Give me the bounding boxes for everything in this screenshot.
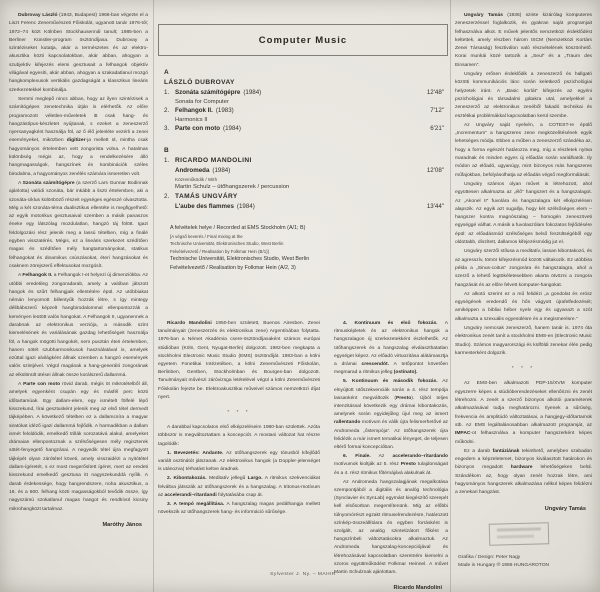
- made-in-credit: Made in Hungary ℗ 1986 HUNGAROTON: [458, 562, 550, 568]
- paragraph: Ungváry erősen érdeklődik a zeneszerző és hallgató közötti kommunikációs lánc során keletkező pszichológiai helyzetek iránt. A „Basic korlát” kifejezés az egyéni pszichológiai és társadalmi gátakra utal, amelyekkel a zeneszerző az elektronikus zenéből fakadó technikai és esztétikai problémákkal kapcsolatban kerül szembe.: [455, 72, 592, 119]
- recording-line: A felvételek helye / Recorded at EMS Stockholm (A/1; B): [170, 225, 306, 232]
- stamp-smudge: [497, 527, 541, 531]
- track-title: Parte con moto: [175, 125, 221, 133]
- bottom-notes: [158, 320, 448, 592]
- right-liner-notes: [455, 12, 592, 569]
- side-a-label: A: [164, 69, 169, 76]
- paragraph: Az Andromeda hangszalagjának megalkotása szempontjából a digitális és analóg technológia (Synclavier és SynLab) egymást kiegészítő szerepét kell elsősorban megemlítenünk. Míg az előbbi túlnyomórészt egzakt ritmuselrendezésre, határozott színkép-összeállításra és egyben forrásként is szolgált, az analóg szintetizátort főként a hangszínbeli változtatásokra alkalmaztuk. Az Andromeda hangszalag-koncepciójával és létrehozásával kapcsolatban szeretném kiemelni a szoros együttműködést Folkmar Heinnel. A művet Martin Schulznak ajánlottam.: [334, 479, 448, 576]
- recording-line: Felvételvezető / Realisation by Folkmar Hein (A/2, 3): [170, 264, 296, 271]
- track-indent: [164, 166, 175, 176]
- recording-line: Technische Universität, Elektronisches Studio, West Berlin: [170, 255, 310, 262]
- left-liner-notes: [9, 12, 148, 529]
- paragraph: 5. Kontinuum és második fokozás. Az elnyújtott ütőszekvenciák során a 4. rész tempója lassanként megváltozik (Presto). Újból teljes intenzitással következik egy drámai kibontakozás, amelynek során egyidejűleg újul meg az ismert rallentando motívum és válik újra felismerhetővé az Andromeda „őstempója”. Az ütőhangszerek újra felidézik a már ismert tematikai lényeget, de teljesen eltérő formai koncepcióban.: [334, 379, 448, 451]
- track-year: (1984): [243, 89, 262, 96]
- panel-divider-right: [450, 0, 451, 592]
- track-row: [164, 106, 444, 116]
- track-title: L'aube des flammes: [175, 202, 234, 210]
- paragraph: * * *: [511, 366, 536, 372]
- paragraph: Ungváry számos olyan művet is létrehozott, ahol együttesen alkalmazta az „élő” hangszert és a hangszalagot. Az „Akonel II” fuvolára és hangszalagra két elképzelésen alapszik. Az egyik azt sugallja, hogy két szélsőséges elem – hangszer kontra magnószalag – homogén zeneszöveti egységgé válhat. A másik a fuvolaszólam fokozatos fejlődésére épül: az előadásmód szélsőséges belső feszültségéből egy oldottabb, díszített, dallamos kifejezésmódig jut el.: [455, 181, 592, 246]
- mandolini-notes-paragraphs: [334, 320, 448, 577]
- performer-credit: Martin Schulz – ütőhangszerek / percussion: [175, 183, 290, 190]
- track-row: [164, 166, 444, 176]
- paragraph: A Felhangok II. a Felhangok I-et helyezi új dimenziókba. Az utóbbi eredetileg zongoradarab, amely a valóban játszott hangok és szűrt felhangjaik ellentétére épül. Az utóbbiakat némán lenyomott billentyűk hozzák létre, s így mintegy délibábszerű képzelt hangbirodalommal ellenpontozzák a keményen leütött valós hangokat. A Felhangok II, ugyanennek a darabnak az elektronikus verziója, a második szint kiemelésének és variálásának gazdag lehetőségeit használja föl, a hangok mögötti hangokét, nem pusztán éteri értelemben, hanem sötét szubharmonikusok használatával is, amelyek ezúttal igazi alvilágként állnak szemben a hangzó események valós szintjével. Végül magának a hang-generáló zongorának az elkülönült ütései állnak össze korálszerű dallammá.: [9, 273, 148, 378]
- paragraph: Dubrovay László (1943, Budapest) 1966-ban végezte el a Liszt Ferenc Zeneművészeti Főiskolát, ugyanott tanár 1976-tól; 1972–74 közt Kölnben Stockhausennál tanult; 1985-ben a Berliner Künstler-program ösztöndíjasa. Dubrovay a szintéziseket kutatja, akár a természetes és az elektro-akusztika közti kapcsolatokban, akár abban, ahogyan a szubjektív kifejezés elemi gesztusait a felhangok objektív világával egyesíti, akár abban, ahogyan a szakadatlanul mozgó hangkomplexusok vertikális gazdagságát a klasszikus lineáris szerkezetekkel kombinálja.: [9, 13, 148, 93]
- track-duration: 7'12": [430, 107, 444, 115]
- paragraph: Ricardo Mandolini 1950-ben született, Buenos Airesben. Zenei tanulmányait (zeneszerzés és elektronikus zene) Argentínában folytatta. 1976-ban a Német Akadémia csere-ösztöndíjasaként számos európai stúdióban (Köln, Gent, Nyugat-Berlin) dolgozott. 1982-ben megkapta a stockholmi Electronic Music Studio (EMS) ösztöndíját. 1983-ban a kölni egyetem Fonetikai Intézetében, a kölni Zeneművészeti Főiskolán, Berlinben, Gentben, Stockholmban és Bourges-ban dolgozott. Tanulmányait művészi záróvizsga letételével végül a kölni Zeneművészeti Főiskolán fejezte be. Elektroakusztikai műveivel számos nemzetközi díjat nyert.: [158, 321, 320, 400]
- mandolini-notes-col2: [334, 320, 448, 592]
- author-signature-left: Maróthy János: [102, 521, 142, 528]
- left-liner-paragraphs: [9, 12, 148, 514]
- track-title: Andromeda: [175, 166, 210, 174]
- track-row: [164, 88, 444, 98]
- track-year: (1983): [215, 107, 234, 115]
- track-year: (1984): [212, 166, 231, 174]
- panel-divider-left: [153, 0, 154, 592]
- recording-line: Technische Universität, Elektronisches Studio, West Berlin: [170, 241, 284, 247]
- paragraph: Az alkotó szerint ez a mű felidézi „a gondolat és erósz egységének eredendő és hőn vágyott újrafelfedezését; amiképpen a bibliai héber nyelv egy és ugyanazt a szót alkalmazta a szexuális egyesülésre és a megismerésre.”: [455, 291, 592, 322]
- recording-credits: [164, 224, 444, 272]
- production-credits: [458, 554, 592, 569]
- recording-line: Felvételvezető / Realisation by Folkmar Hein (B/1)]: [170, 248, 269, 254]
- stamp: [489, 522, 550, 546]
- paragraph: 6. Finale. Az accelerando–ritardando motívumok kioltják az 5. rész Presto tulajdonságait és a 4. rész ritmikus főtémájává alakulnak át.: [334, 454, 448, 476]
- stamp-smudge: [497, 535, 534, 539]
- paragraph: 4. Kontinuum és első fokozás. A ritmusképletek és az elektronikus hangok a hangszalagon új szerkezetekként észlelhetők. Az ütőhangszerek és a hangszalag elválaszthatatlan egységet képez. Az előadó virtuozitása alátámasztja a drámai crescendót. A tetőpontot követően megmarad a ritmikus jelleg (ostinato).: [334, 321, 449, 376]
- side-b-label: B: [164, 146, 169, 154]
- track-row: [164, 124, 444, 134]
- paragraph: Az Ungváry saját nyelvén, a COTEST-re épülő „Incrementum” a hangszeres zene megközelítésének egyik lehetséges módja. Ebben a műben a zeneszerző szándéka az, hogy a forma egészét határozza meg, míg a részletek nyitva maradnak és minden egyes új előadás során variálhatók. Ily módon az előadó, ugyanúgy, mint bizonyos más hangszeres műfajokban, befolyásolhatja az előadás végső megformálását.: [455, 122, 592, 178]
- credit-intro: Közreműködik / With: [175, 176, 218, 182]
- track-duration: 12'08": [426, 166, 444, 174]
- paragraph: A darabbal kapcsolatos első elképzeléseim 1980-ban születtek. Azóta többször is megváltoztattam a koncepciót. A mostani változat hat részre tagolódik:: [158, 425, 320, 447]
- track-duration: 6'21": [430, 125, 444, 133]
- paragraph: 3. A tempó megállítása. A hangszalag magas pedálhangja mellett növekszik az ütőhangszerek hang- és információ sűrűsége.: [158, 502, 320, 516]
- author-signature-right: Ungváry Tamás: [544, 505, 586, 512]
- track-duration: 13'44": [426, 202, 444, 210]
- track-number: 1.: [164, 156, 170, 164]
- track-row: [164, 202, 444, 212]
- track-number: 2.: [164, 192, 170, 200]
- track-title: Felhangok II.: [175, 107, 213, 115]
- printer-credit: Sylvester J. Ny. – MAHIR: [270, 572, 336, 577]
- paragraph: 1. Bevezetés: Andante. Az ütőhangszerek egy tónusból kifejlődő variált osztinátót játszanak. Az elektronikus hangok (a Doppler-jelenséget is utánozva) térhatást keltve áradnak.: [158, 450, 320, 473]
- track-number: 2.: [164, 107, 170, 115]
- side-b-artist: TAMÁS UNGVÁRY: [175, 192, 238, 200]
- paragraph: Ungváry nemcsak zeneszerző, hanem tanár is. 1974 óta elektronikus zenét tanít a stockholmi EMS-en (Electronic Music Studio). Számos magyarországi és külföldi zenekar élén pedig karmesterként dolgozik.: [455, 325, 592, 356]
- track-row: [164, 192, 444, 202]
- track-title: Szonáta számítógépre: [175, 89, 241, 96]
- center-panel: [158, 24, 448, 272]
- track-number: 1.: [164, 89, 170, 96]
- track-indent: [164, 202, 175, 212]
- paragraph: A Parte con moto rövid darab, mégis öt mikrotételből áll, amelyek egyenként csupán egy és másfél perc közti időtartamúak. Egy dallam-elem, egy ismételt fölfelé lépő kisszekund, lírai gesztusként jelenik meg az első tétel dermedt tájképében. A következő tételben ez a dallamcsíra a magyar siratókat idéző igazi dallammá fejlődik. A harmadikban a dallam ismét feloldódik, emelkedő trillák sorozatává alakul, amelyeket drámaian ellenpontoznak a szélsőségesen mély regiszterek sötét-fenyegető hangzásai. A negyedik tétel újra megfagyott tájképét olyan zárótétel követi, amely visszaidézi a nyitótétel dallam-ígéretét, s ez most megerősített ígéret, mert az eredeti kisszekund emelkedő gesztusa itt nagyszekunddá nyílik. A darab érdekessége, hogy hangrendszere, noha akusztikus, a 16. és a 600. felhang közti magasságokból tevődik össze, így nagyszámú szokatlanul magas hangot és rendkívül kicsiny mikrohangközt tartalmaz.: [9, 382, 148, 512]
- recording-line: [A végső keverés / Final mixing at the: [170, 233, 243, 239]
- track-duration: 12'48": [426, 89, 444, 96]
- design-credit: Grafika / Design: Peter Nagy: [458, 554, 521, 560]
- paragraph: * * *: [227, 410, 251, 416]
- right-liner-paragraphs: [455, 12, 592, 498]
- track-year: (1984): [223, 125, 241, 133]
- author-signature-mandolini: Ricardo Mandolini: [393, 585, 442, 592]
- side-a-artist: LÁSZLÓ DUBROVAY: [164, 79, 235, 86]
- title-box: [158, 24, 448, 56]
- track-subtitle: Sonata for Computer: [175, 98, 229, 105]
- side-b-artist: RICARDO MANDOLINI: [175, 156, 252, 164]
- mandolini-notes-col1: [158, 320, 320, 592]
- album-title: Computer Music: [258, 34, 348, 46]
- paragraph: Ez a darab fantáziának tekinthető, amelyben szabadon engedem a képzeletemet, bizonyos kiválasztott határokon és bizonyos megadott hardware lehetőségeken belül. Szándékom az, hogy olyan zenét hozzak létre, ami hagyományos hangszerek alkalmazása nélkül képes felidézni a zenekari hangzást.: [455, 448, 592, 496]
- track-row: [164, 156, 444, 166]
- paragraph: 2. Kibontakozás. Meditatív jellegű Largo. A ritmikus szekvenciákat felváltva játsszák az ütőhangszerek és a hangszalag. A tritonus-motívum az accelerandi–ritardandi folytatásába csap át.: [158, 476, 320, 498]
- track-number: 3.: [164, 125, 170, 133]
- paragraph: Ungváry szerzői stílusa a meditatív, lassan kibontakozó, és az agresszív, tömör kifejezésmód között váltakozik. Ez utóbbira példa a „Sinus-coitus” zongorára és hangszalagra, ahol a szerző a lehető legtökéletesebben akarta ötvözni a zongora hangzását és az előre felvett komputer-hangokat.: [455, 249, 592, 288]
- track-subtitle: Harmonics II: [175, 116, 208, 123]
- paragraph: A Szonáta számítógépre (a szerző Lars Gunnar Bodinnak ajánlotta) valódi szonáta, bár inkább a liszti értelemben, aki a szonáta-ciklus különböző részeit egységes egésszé olvasztotta. Még a két szonáta-téma dualisztikus ellentéte is megfigyelhető: az egyik motorikus gesztusaival szemben a másik panaszos éneke egy látszólag mozdulatlan, hangzó táj fölött. Igazi feldolgozási rész jelenik meg a lassú tételben, míg a finálé egyben visszatérés. Mégis, ez a lineáris szerkezet szédítően magas és szédítően mély hangtartományokat, statikus felhangokat és dinamikus csúszásokat, éteri hangzásokat és csaknem zörejszerű effektusokat mozgósít.: [9, 180, 148, 269]
- paragraph: Ungváry Tamás (1936) szinte kizárólag komputeres zeneszerzéssel foglalkozik, és gyakran saját programjait felhasználva alkot. E művek jelentős nemzetközi érdeklődést keltettek, amely részben három ISCM (Nemzetközi Kortárs Zenei Társaság) fesztiválon való részvételének köszönhető. Korai munkái közé tartozik a „Seul” és a „Traum des Einsamen”.: [455, 13, 592, 68]
- tracklist: [158, 69, 448, 272]
- paragraph: Az EMS-ben alkalmazott PDP-15/XVM komputer egyszerre képes a stúdióberendezéseket ellenőrizni és zenét létrehozni. A zenét a szerző bizonyos alkotói paraméterek alkalmazásával tudja meghatározni. Ilyenek a sűrűség, frekvencia és amplitúdó változtatásai, a hangjegy-időtartamok stb. Az EMS legáltalánosabban alkalmazott programját, az IMPAC-ot felhasználva a komputer hangszerként képes működni.: [455, 381, 592, 445]
- track-year: (1984): [236, 202, 255, 210]
- paragraph: Semmi meglepő nincs abban, hogy az ilyen szintézisek a számítógépes zenetechnika útján is elérhetők. Az előre programozott véletlen-műveletek itt csak hang- és hangzástípus-készletet nyújtanak, s ezeket a zeneszerző nyersanyagként használja föl, az ő élő jelenléte vezérli a zenei eseményeket, miközben digitizer-ja mellett ül, mintha csak hagyományos értelemben vett zongorista volna. A hatalmas különbség mégis az, hogy a rendelkezésére álló hangmagasságok, hangszínek és kombinációk széles birodalma, a hagyományos zenélés számára ismeretlen volt.: [9, 96, 148, 177]
